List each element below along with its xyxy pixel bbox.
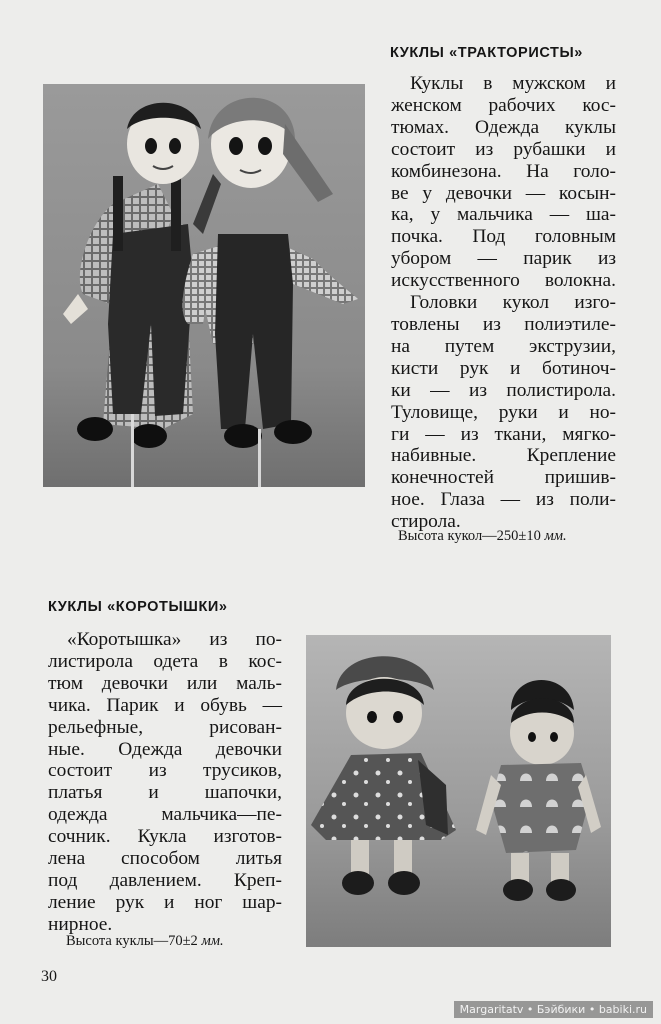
text-line: под давлением. Креп-: [48, 869, 282, 891]
text-line: конечностей пришив-: [391, 467, 616, 489]
page-number: 30: [41, 968, 57, 985]
text-line: ки — из полистирола.: [391, 379, 616, 401]
height-value: Высота кукол—250±10: [398, 528, 541, 544]
text-line: ги — из ткани, мягко-: [391, 423, 616, 445]
text-line: Туловище, руки и но-: [391, 401, 616, 423]
text-line: «Коротышка» из по-: [67, 629, 282, 650]
text-line: на путем экструзии,: [391, 335, 616, 357]
text-line: ве у девочки — косын-: [391, 182, 616, 204]
text-line: убором — парик из: [391, 248, 616, 270]
text-line: состоит из рубашки и: [391, 138, 616, 160]
text-line: ные. Одежда девочки: [48, 738, 282, 760]
tractorists-height-note: [398, 528, 567, 545]
korotyshki-title: КУКЛЫ «КОРОТЫШКИ»: [48, 599, 228, 615]
text-line: рельефные, рисован-: [48, 716, 282, 738]
tractorists-description: [391, 73, 616, 533]
text-line: нирное.: [48, 913, 113, 935]
text-line: искусственного волокна.: [391, 270, 616, 292]
text-line: почка. Под головным: [391, 226, 616, 248]
height-unit: мм.: [201, 933, 224, 949]
text-line: товлены из полиэтиле-: [391, 313, 616, 335]
text-line: комбинезона. На голо-: [391, 160, 616, 182]
text-line: ка, у мальчика — ша-: [391, 204, 616, 226]
text-line: состоит из трусиков,: [48, 760, 282, 782]
height-unit: мм.: [544, 528, 567, 544]
text-line: чика. Парик и обувь —: [48, 694, 282, 716]
text-line: тюмах. Одежда куклы: [391, 116, 616, 138]
height-value: Высота куклы—70±2: [66, 933, 198, 949]
korotyshki-height-note: [66, 933, 224, 950]
korotyshki-description: [48, 629, 282, 936]
text-line: одежда мальчика—пе-: [48, 804, 282, 826]
text-line: кисти рук и ботиноч-: [391, 357, 616, 379]
text-line: лена способом литья: [48, 848, 282, 870]
text-line: набивные. Крепление: [391, 445, 616, 467]
text-line: стирола.: [391, 511, 461, 533]
text-line: женском рабочих кос-: [391, 94, 616, 116]
text-line: тюм девочки или маль-: [48, 672, 282, 694]
tractorists-title: КУКЛЫ «ТРАКТОРИСТЫ»: [390, 45, 583, 61]
text-line: ное. Глаза — из поли-: [391, 489, 616, 511]
tractorists-dolls-illustration: [43, 84, 365, 487]
text-line: ление рук и ног шар-: [48, 891, 282, 913]
tractorists-photo: [43, 84, 365, 487]
text-line: сочник. Кукла изготов-: [48, 826, 282, 848]
text-line: Куклы в мужском и: [410, 73, 616, 94]
text-line: Головки кукол изго-: [410, 292, 616, 314]
korotyshki-photo: [306, 635, 611, 947]
korotyshki-dolls-illustration: [306, 635, 611, 947]
text-line: листирола одета в кос-: [48, 650, 282, 672]
text-line: платья и шапочки,: [48, 782, 282, 804]
watermark-text: Margaritatv • Бэйбики • babiki.ru: [454, 1001, 653, 1018]
